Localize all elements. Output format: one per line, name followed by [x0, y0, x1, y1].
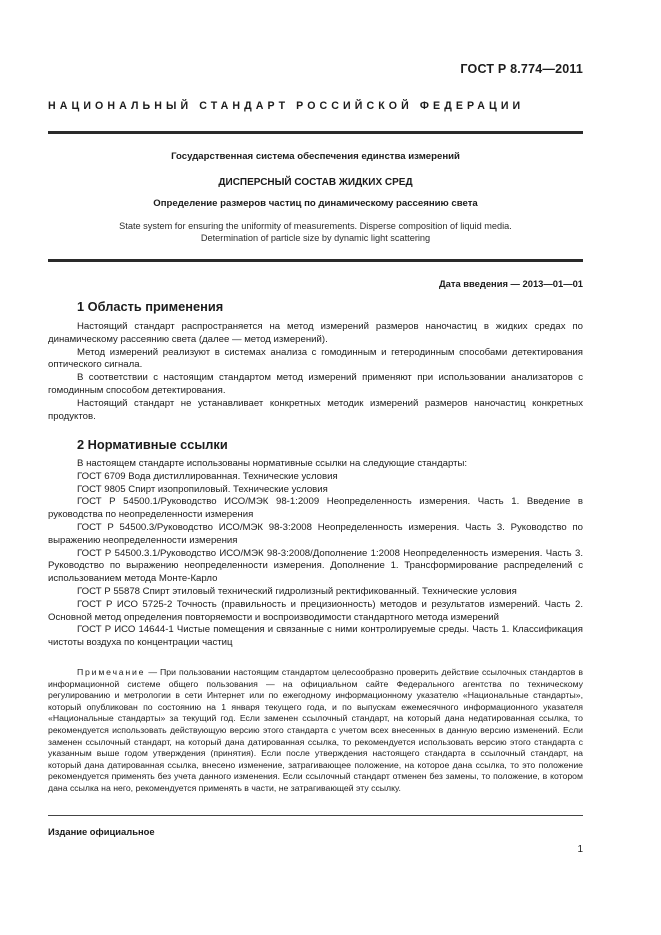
section-1-heading: 1 Область применения [77, 299, 224, 314]
footer-divider [48, 815, 583, 816]
paragraph: В настоящем стандарте использованы нормативные ссылки на следующие стандарты: [77, 458, 468, 469]
page-number: 1 [577, 844, 583, 855]
reference-item: ГОСТ Р 54500.1/Руководство ИСО/МЭК 98-1:2009 Неопределенность измерения. Часть 1. Введение в руководства по неопределенности измерения [48, 496, 583, 521]
system-title: Государственная система обеспечения единства измерений [171, 151, 460, 162]
note-text: — При пользовании настоящим стандартом целесообразно проверить действие ссылочных стандартов в информационной системе общего пользования — на официальном сайте Федерального агентства по техническому регулированию и метрологии в сети Интернет или по ежегодному информационному указателю «Национальные стандарты», который опубликован по состоянию на 1 января текущего года, и по выпускам ежемесячного информационного указателя «Национальные стандарты» за текущий год. Если заменен ссылочный стандарт, на который дана недатированная ссылка, то рекомендуется использовать действующую версию этого стандарта с учетом всех внесенных в данную версию изменений. Если заменен ссылочный стандарт, на который дана датированная ссылка, то рекомендуется использовать версию этого стандарта с указанным выше годом утверждения (принятия). Если после утверждения настоящего стандарта в ссылочный стандарт, на который дана датированная ссылка, внесено изменение, затрагивающее положение, на которое дана ссылка, то это положение рекомендуется применять без учета данного изменения. Если ссылочный стандарт отменен без замены, то положение, в котором дана ссылка на него, рекомендуется применять в части, не затрагивающей эту ссылку. [48, 667, 583, 793]
section-2-body [48, 458, 583, 650]
reference-note [48, 667, 583, 795]
paragraph: Метод измерений реализуют в системах анализа с гомодинным и гетеродинным способами детектирования оптического сигнала. [48, 346, 583, 371]
document-code: ГОСТ Р 8.774—2011 [460, 62, 583, 76]
note-label: Примечание [77, 667, 146, 677]
reference-item: ГОСТ Р 55878 Спирт этиловый технический гидролизный ректификованный. Технические условия [77, 585, 517, 597]
paragraph: Настоящий стандарт не устанавливает конкретных методик измерений размеров наночастиц конкретных продуктов. [48, 397, 583, 422]
reference-item: ГОСТ Р ИСО 14644-1 Чистые помещения и связанные с ними контролируемые среды. Часть 1. Классификация чистоты воздуха по концентрации частиц [48, 624, 583, 649]
english-title-line-1: State system for ensuring the uniformity of measurements. Disperse composition of liquid media. [119, 221, 512, 231]
reference-item: ГОСТ 9805 Спирт изопропиловый. Технические условия [77, 483, 328, 495]
title-divider [48, 259, 583, 262]
reference-item: ГОСТ Р ИСО 5725-2 Точность (правильность и прецизионность) методов и результатов измерений. Часть 2. Основной метод определения повторяемости и воспроизводимости стандартного метода измерений [48, 598, 583, 623]
document-title: ДИСПЕРСНЫЙ СОСТАВ ЖИДКИХ СРЕД [218, 177, 413, 188]
top-divider [48, 131, 583, 134]
document-subtitle: Определение размеров частиц по динамическому рассеянию света [153, 198, 478, 209]
section-1-body [48, 321, 583, 423]
reference-item: ГОСТ 6709 Вода дистиллированная. Технические условия [77, 470, 338, 482]
reference-item: ГОСТ Р 54500.3/Руководство ИСО/МЭК 98-3:2008 Неопределенность измерения. Часть 3. Руководство по выражению неопределенности измерения [48, 521, 583, 546]
english-title [48, 221, 583, 244]
introduction-date: Дата введения — 2013—01—01 [438, 278, 583, 289]
paragraph: В соответствии с настоящим стандартом метод измерений применяют при использовании анализаторов с гомодинным способом детектирования. [48, 372, 583, 396]
english-title-line-2: Determination of particle size by dynamic light scattering [200, 232, 431, 243]
national-standard-banner: НАЦИОНАЛЬНЫЙ СТАНДАРТ РОССИЙСКОЙ ФЕДЕРАЦИИ [48, 100, 525, 112]
edition-label: Издание официальное [48, 826, 155, 837]
reference-item: ГОСТ Р 54500.3.1/Руководство ИСО/МЭК 98-3:2008/Дополнение 1:2008 Неопределенность измерения. Часть 3. Руководство по выражению неопределенности измерения. Дополнение 1. Трансформирование распределений с использованием метода Монте-Карло [48, 547, 583, 585]
paragraph: Настоящий стандарт распространяется на метод измерений размеров наночастиц в жидких средах по динамическому рассеянию света (далее — метод измерений). [48, 321, 583, 345]
section-2-heading: 2 Нормативные ссылки [77, 437, 228, 452]
note-paragraph [48, 667, 583, 795]
